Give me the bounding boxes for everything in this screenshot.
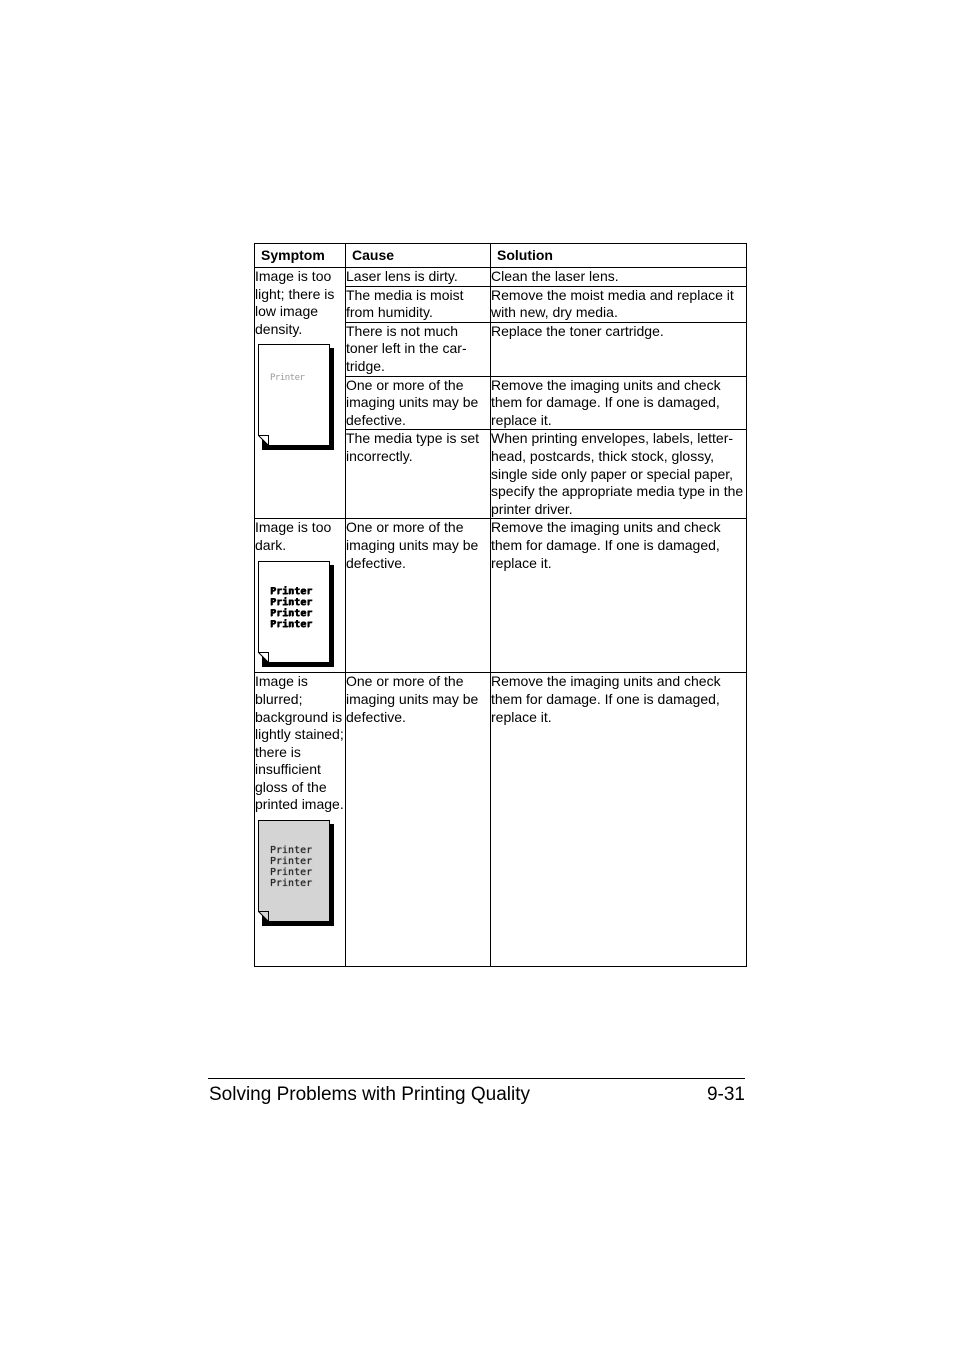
table-row [255,519,747,673]
dark-sample-text: Printer Printer Printer Printer [270,585,313,630]
table-row [255,268,747,287]
footer-page-number: 9-31 [706,1084,745,1105]
table-header-row [255,244,747,268]
faint-print-sample-icon [258,344,330,446]
column-header-cause: Cause [346,244,491,268]
dark-print-sample-icon [258,561,330,663]
solution-cell: Replace the toner cartridge. [491,322,747,376]
cause-cell: The media is moist from humidity. [346,286,491,322]
solution-cell: Remove the moist media and replace it with new, dry media. [491,286,747,322]
symptom-text: Image is too light; there is low image density. [255,268,335,337]
solution-cell: When printing envelopes, labels, letter-head, postcards, thick stock, glossy, single side only paper or special paper, specify the appropriate media type in the printer driver. [491,430,747,519]
cause-cell: One or more of the imaging units may be defective. [346,673,491,967]
troubleshooting-table [254,243,747,967]
symptom-cell-blurred [255,673,346,967]
cause-cell: One or more of the imaging units may be defective. [346,519,491,673]
column-header-symptom: Symptom [255,244,346,268]
blurred-print-sample-icon [258,820,330,922]
cause-cell: Laser lens is dirty. [346,268,491,287]
cause-cell: There is not much toner left in the car-tridge. [346,322,491,376]
cause-cell: The media type is set incorrectly. [346,430,491,519]
table-row [255,673,747,967]
symptom-text: Image is too dark. [255,519,332,553]
blurred-sample-text: Printer Printer Printer Printer [270,845,313,890]
symptom-text: Image is blurred; background is lightly stained; there is insufficient gloss of the printed image. [255,673,344,813]
solution-cell: Remove the imaging units and check them for damage. If one is damaged, replace it. [491,673,747,967]
solution-cell: Remove the imaging units and check them for damage. If one is damaged, replace it. [491,519,747,673]
faint-sample-text: Printer [270,373,305,384]
column-header-solution: Solution [491,244,747,268]
solution-cell: Remove the imaging units and check them for damage. If one is damaged, replace it. [491,376,747,430]
solution-cell: Clean the laser lens. [491,268,747,287]
cause-cell: One or more of the imaging units may be defective. [346,376,491,430]
footer-section-title: Solving Problems with Printing Quality [209,1084,531,1105]
symptom-cell-too-dark [255,519,346,673]
footer-divider [208,1078,745,1079]
symptom-cell-too-light [255,268,346,519]
